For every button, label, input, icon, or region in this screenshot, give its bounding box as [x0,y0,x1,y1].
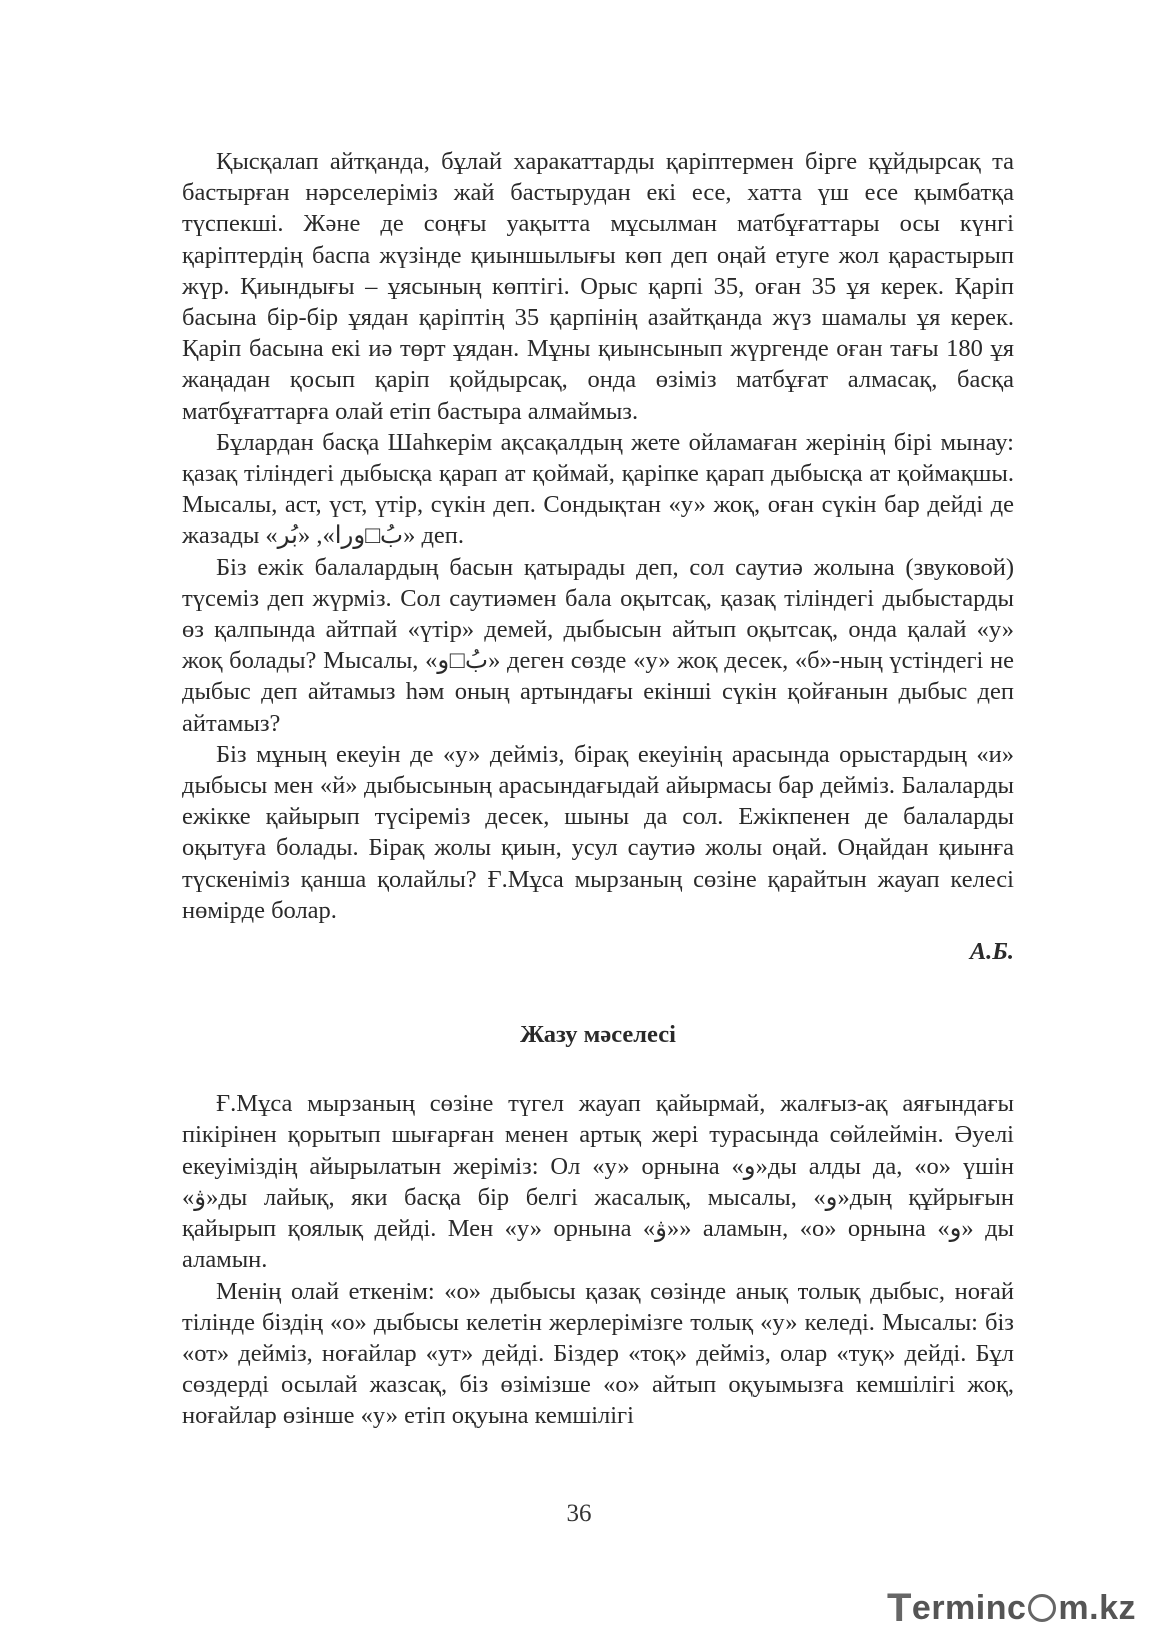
author-signature: А.Б. [969,938,1014,966]
paragraph: Менің олай еткенім: «о» дыбысы қазақ сөзінде анық толық дыбыс, ноғай тілінде біздің «о» дыбысы келетін жерлерімізге толық «у» келеді. Мысалы: біз «от» дейміз, ноғайлар «ут» дейді. Біздер «тоқ» дейміз, олар «туқ» дейді. Бұл сөздерді осылай жазсақ, біз өзімізше «о» айтып оқуымызға кемшілігі жоқ, ноғайлар өзінше «у» етіп оқуына кемшілігі [182,1277,1014,1430]
globe-icon [1028,1594,1056,1622]
watermark-text-middle: erminc [911,1589,1027,1627]
paragraph: Біз ежік балалардың басын қатырады деп, сол саутиә жолына (звуковой) түсеміз деп жүрміз. Сол саутиәмен бала оқытсақ, қазақ тіліндегі дыбыстарды өз қалпында айтпай «үтір» демей, дыбысын айтып оқытсақ, онда қалай «у» жоқ болады? Мысалы, «بُ□و» деген сөзде «у» жоқ десек, «б»-ның үстіндегі не дыбыс деп айтамыз һәм оның артындағы екінші сүкін қойғанын дыбыс деп айтамыз? [182,553,1014,737]
page-number: 36 [566,1500,592,1527]
paragraph: Қысқалап айтқанда, бұлай харакаттарды қаріптермен бірге құйдырсақ та бастырған нәрселеріміз жай бастырудан екі есе, хатта үш есе қымбатқа түспекші. Және де соңғы уақытта мұсылман матбұғаттары осы күнгі қаріптердің баспа жүзінде қиыншылығы көп деп оңай етуге жол қарастырып жүр. Қиындығы – ұясының көптігі. Орыс қарпі 35, оған 35 ұя керек. Қаріп басына бір-бір ұядан қаріптің 35 қарпінің азайтқанда жүз шамалы ұя керек. Қаріп басына екі иә төрт ұядан. Мұны қиынсынып жүргенде оған тағы 180 ұя жаңадан қосып қаріп қойдырсақ, онда өзіміз матбұғат алмасақ, басқа матбұғаттарға олай етіп бастыра алмаймыз. [182,148,1014,425]
watermark-text-suffix: m.kz [1058,1589,1136,1627]
paragraph: Ғ.Мұса мырзаның сөзіне түгел жауап қайырмай, жалғыз-ақ аяғындағы пікірінен қорытып шығарған менен артық жері турасында сөйлеймін. Әуелі екеуіміздің айырылатын жеріміз: Ол «у» орнына «و»ды алды да, «о» үшін «ۋ»ды лайық, яки басқа бір белгі жасалық, мысалы, «و»дың құйрығын қайырып қоялық дейді. Мен «у» орнына «ۋ»» аламын, «о» орнына «و» ды аламын. [182,1090,1015,1274]
paragraph: Бұлардан басқа Шаһкерім ақсақалдың жете ойламаған жерінің бірі мынау: қазақ тіліндегі дыбысқа қарап ат қоймай, қаріпке қарап дыбысқа ат қоймақшы. Мысалы, аст, үст, үтір, сүкін деп. Сондықтан «у» жоқ, оған сүкін бар дейді де жазады «بُ□ورا», «بُر» деп. [182,428,1014,550]
section-title: Жазу мәселесі [520,1021,676,1049]
watermark-logo [887,1584,1136,1629]
page-content [182,146,1014,1432]
watermark-letter-t: T [886,1586,912,1630]
paragraph: Біз мұның екеуін де «у» дейміз, бірақ екеуінің арасында орыстардың «и» дыбысы мен «й» дыбысының арасындағыдай айырмасы бар дейміз. Балаларды ежікке қайырып түсіреміз десек, шыны да сол. Ежікпенен де балаларды оқытуға болады. Бірақ жолы қиын, усул саутиә жолы оңай. Оңайдан қиынға түскеніміз қанша қолайлы? Ғ.Мұса мырзаның сөзіне қарайтын жауап келесі нөмірде болар. [182,740,1014,924]
